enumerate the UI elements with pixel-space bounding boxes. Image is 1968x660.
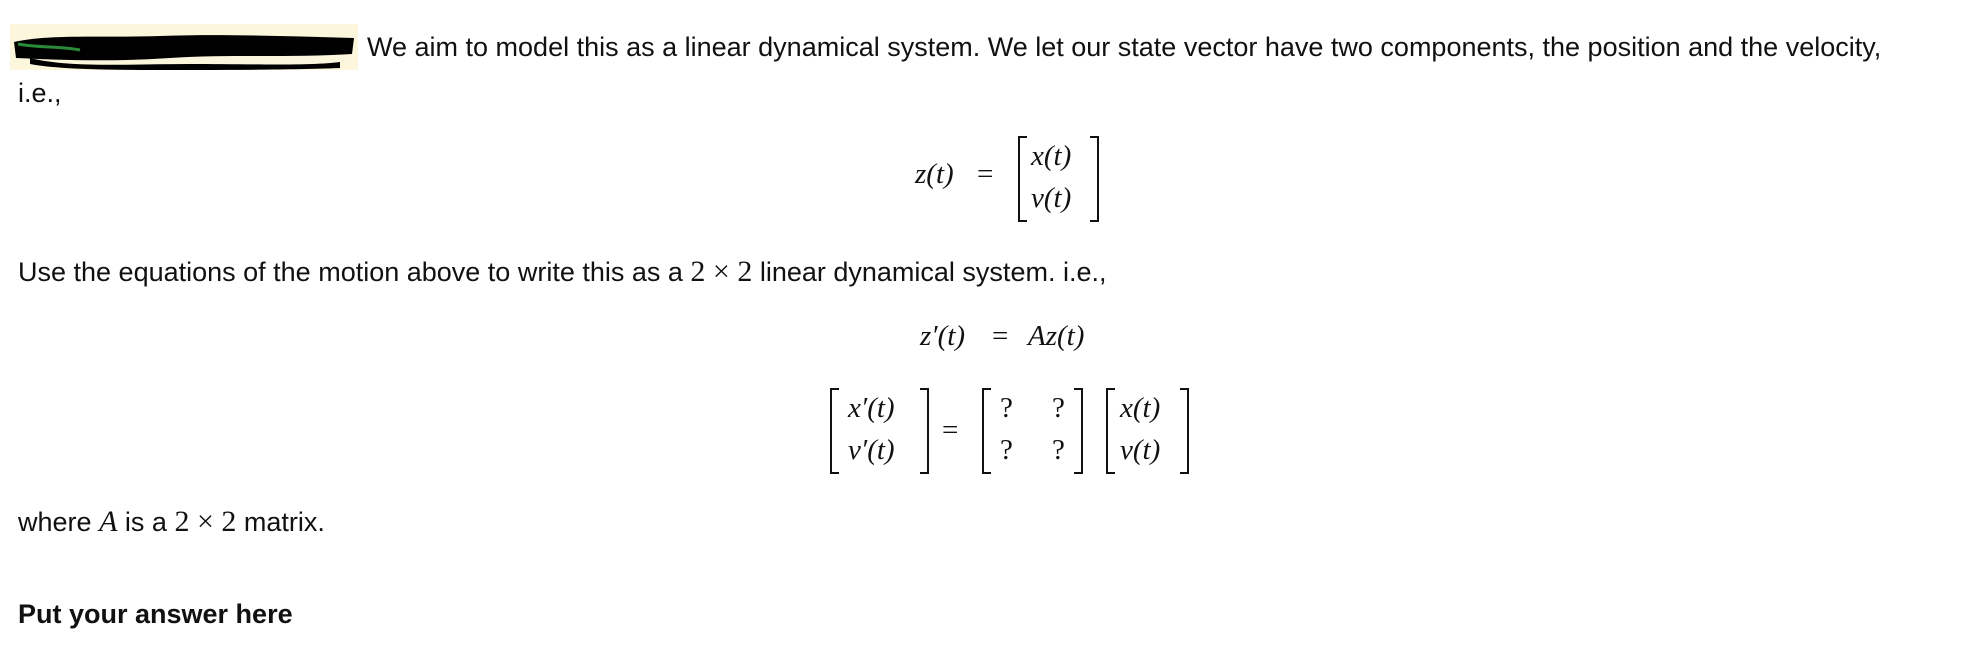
redaction-scribble: [10, 24, 358, 70]
matrix-bracket-left: [982, 388, 991, 474]
rhs-vector-x: x(t): [1120, 392, 1161, 424]
system-equals: =: [992, 320, 1009, 352]
matrix-cell-21: ?: [1000, 434, 1013, 466]
system-equation: [920, 320, 1140, 360]
where-before: where: [18, 507, 92, 537]
state-equals: =: [977, 158, 994, 190]
state-bracket-right: [1090, 136, 1099, 222]
instruction-line: [18, 255, 1106, 289]
rhs-vector-v: v(t): [1120, 434, 1161, 466]
where-symbol: A: [99, 505, 118, 538]
lhs-vector-xprime: x′(t): [848, 392, 895, 424]
lhs-bracket-left: [830, 388, 839, 474]
matrix-cell-12: ?: [1052, 392, 1065, 424]
answer-prompt: Put your answer here: [18, 599, 293, 629]
instruction-dimension: 2 × 2: [690, 255, 753, 288]
system-lhs: z′(t): [920, 320, 966, 352]
intro-continuation: i.e.,: [18, 78, 62, 108]
matrix-equals: =: [942, 414, 959, 446]
matrix-equation: [830, 388, 1200, 478]
state-lhs: z(t): [915, 158, 954, 190]
where-dimension: 2 × 2: [174, 505, 237, 538]
state-vector-equation: [915, 136, 1115, 228]
rhs-bracket-left: [1106, 388, 1115, 474]
state-bracket-left: [1018, 136, 1027, 222]
lhs-vector-vprime: v′(t): [848, 434, 895, 466]
rhs-bracket-right: [1180, 388, 1189, 474]
state-vector-x: x(t): [1031, 140, 1072, 172]
where-line: [18, 505, 325, 539]
where-after: matrix.: [243, 507, 325, 537]
matrix-cell-11: ?: [1000, 392, 1013, 424]
state-vector-v: v(t): [1031, 182, 1072, 214]
matrix-cell-22: ?: [1052, 434, 1065, 466]
intro-line: [0, 24, 1968, 74]
system-rhs: Az(t): [1028, 320, 1085, 352]
lhs-bracket-right: [920, 388, 929, 474]
instruction-before: Use the equations of the motion above to write this as a: [18, 257, 683, 287]
where-middle: is a: [124, 507, 167, 537]
instruction-after: linear dynamical system. i.e.,: [759, 257, 1107, 287]
intro-text: We aim to model this as a linear dynamical system. We let our state vector have two components, the position and the velocity,: [367, 32, 1882, 62]
matrix-bracket-right: [1074, 388, 1083, 474]
